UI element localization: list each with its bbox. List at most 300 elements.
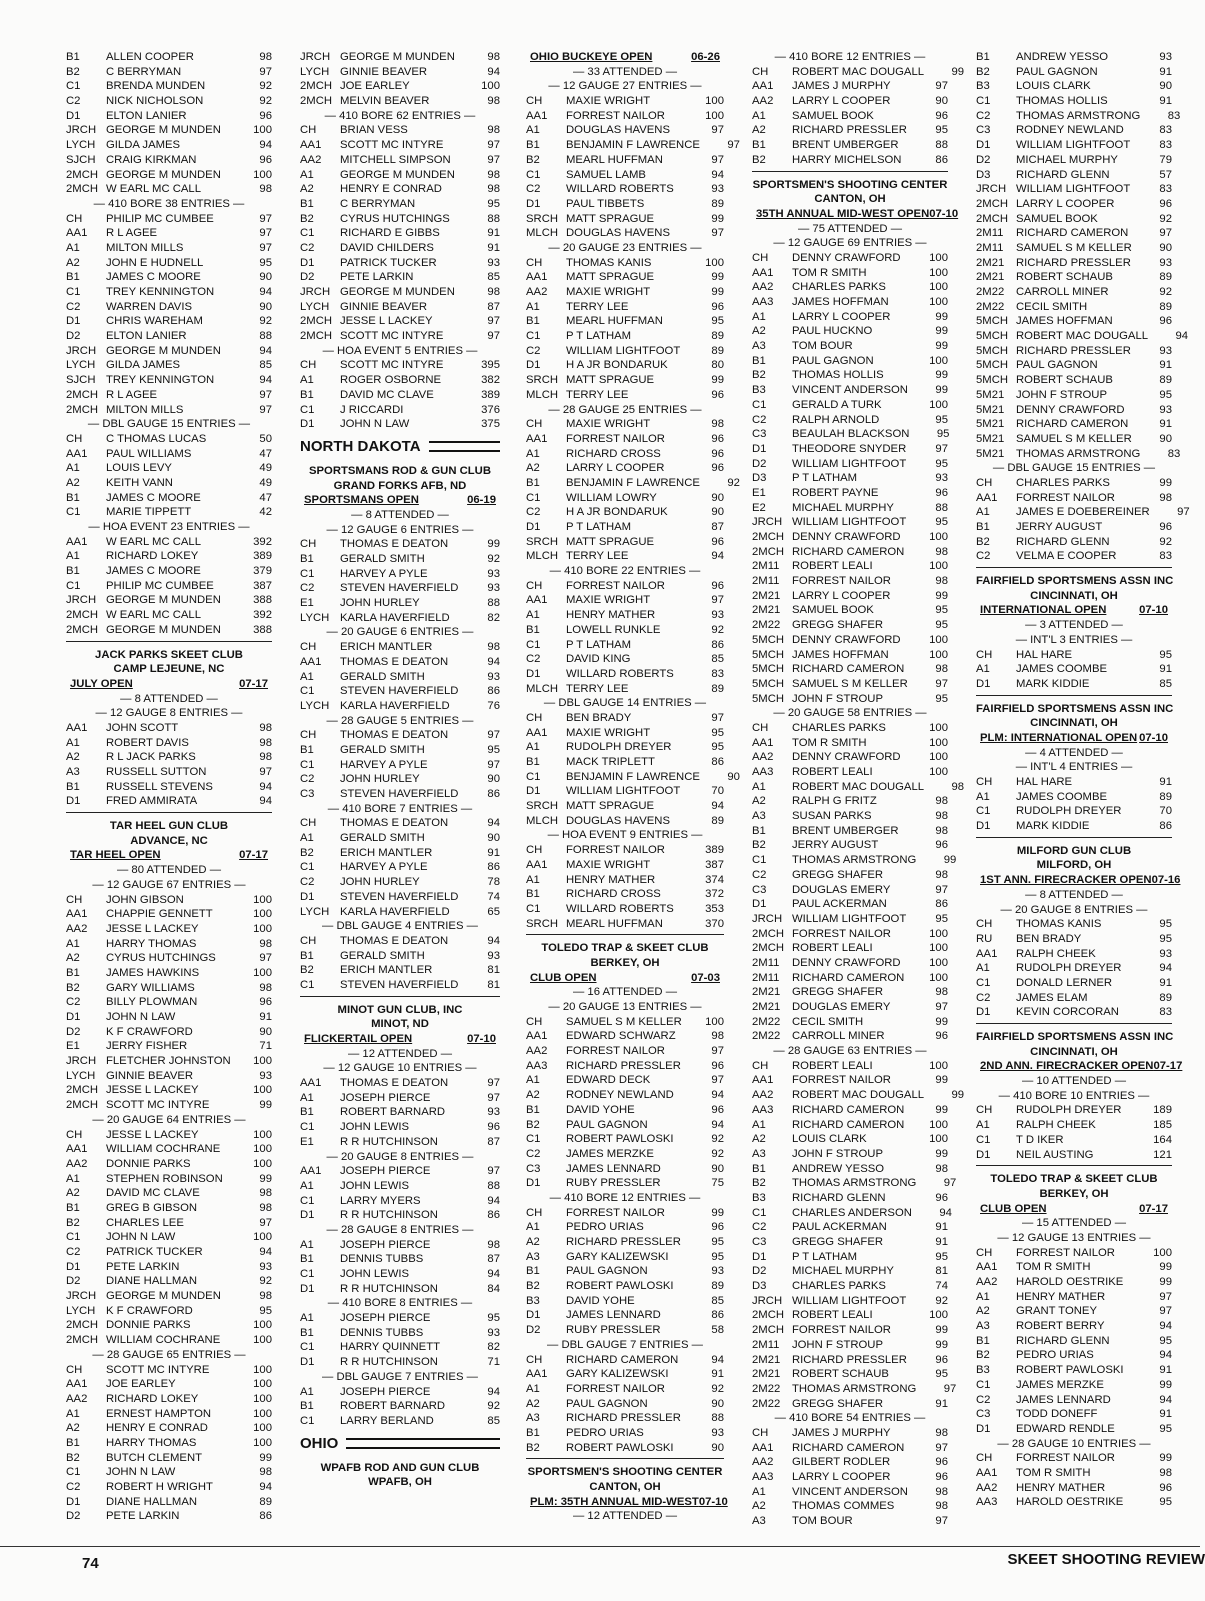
result-row <box>526 1206 724 1221</box>
score: 90 <box>935 95 948 108</box>
class-code: A1 <box>752 1118 766 1131</box>
score: 94 <box>711 1118 724 1131</box>
result-row <box>66 907 272 922</box>
result-row <box>526 1426 724 1441</box>
shooter-name: JAMES J MURPHY <box>792 1426 891 1439</box>
shooter-name: HARVEY A PYLE <box>340 861 428 874</box>
result-row <box>976 241 1172 256</box>
result-row <box>66 922 272 937</box>
class-code: AA2 <box>66 1157 88 1170</box>
shooter-name: STEVEN HAVERFIELD <box>340 788 459 800</box>
result-row <box>300 963 500 978</box>
score: 89 <box>259 1495 272 1508</box>
shooter-name: WILLIAM COCHRANE <box>106 1143 221 1156</box>
result-row <box>66 736 272 751</box>
result-row <box>752 1397 948 1412</box>
score: 98 <box>935 545 948 558</box>
section-divider <box>66 641 272 642</box>
shooter-name: H A JR BONDARUK <box>566 506 668 519</box>
result-row <box>752 1176 957 1191</box>
shooter-name: THOMAS E DEATON <box>340 934 449 947</box>
event-subheading: — HOA EVENT 23 ENTRIES — <box>88 521 250 533</box>
event-subheading: — 20 GAUGE 8 ENTRIES — <box>326 1150 474 1163</box>
score: 99 <box>711 1206 724 1219</box>
result-row <box>752 79 948 94</box>
result-row <box>976 535 1172 550</box>
score: 100 <box>253 1407 272 1420</box>
class-code: A1 <box>300 374 314 387</box>
class-code: B3 <box>752 384 766 397</box>
shooter-name: PETE LARKIN <box>106 1510 180 1523</box>
club-heading: SPORTSMEN'S SHOOTING CENTER <box>752 178 948 191</box>
shooter-name: NICK NICHOLSON <box>106 95 204 108</box>
class-code: A1 <box>526 1221 540 1234</box>
shooter-name: GRANT TONEY <box>1016 1305 1097 1318</box>
class-code: AA2 <box>300 153 322 166</box>
class-code: A1 <box>752 109 766 122</box>
class-code: AA1 <box>752 266 774 279</box>
result-row <box>300 831 500 846</box>
score: 99 <box>935 325 948 338</box>
shooter-name: PATRICK TUCKER <box>106 1246 203 1258</box>
score: 87 <box>487 300 500 313</box>
class-code: B1 <box>526 139 540 152</box>
class-code: 2M21 <box>752 604 781 617</box>
score: 91 <box>487 241 500 254</box>
shooter-name: JOSEPH PIERCE <box>340 1165 431 1178</box>
shooter-name: SAMUEL S M KELLER <box>1016 432 1132 445</box>
club-heading: CAMP LEJEUNE, NC <box>113 663 225 676</box>
score: 96 <box>935 1353 948 1366</box>
shooter-name: JAMES MERZKE <box>566 1147 654 1160</box>
result-row <box>300 270 500 285</box>
score: 90 <box>1159 241 1172 254</box>
class-code: CH <box>752 1059 769 1072</box>
class-code: D1 <box>300 1209 315 1222</box>
result-row <box>752 648 948 663</box>
score: 88 <box>487 1179 500 1192</box>
class-code: AA1 <box>752 1074 774 1087</box>
result-row <box>300 417 500 432</box>
result-row <box>752 1338 948 1353</box>
score: 86 <box>487 685 500 698</box>
shooter-name: GERALD SMITH <box>340 743 425 756</box>
score: 387 <box>705 858 724 871</box>
class-code: B1 <box>976 51 990 63</box>
score: 97 <box>1159 1305 1172 1318</box>
result-row <box>752 1382 957 1397</box>
result-row <box>66 549 272 564</box>
score: 97 <box>487 330 500 343</box>
score: 100 <box>253 1084 272 1097</box>
event-subheading: — 20 GAUGE 13 ENTRIES — <box>548 1001 702 1013</box>
shooter-name: TERRY LEE <box>566 682 629 695</box>
class-code: C2 <box>526 506 541 519</box>
shoot-date: 07-17 <box>239 677 268 690</box>
result-row <box>976 226 1172 241</box>
shooter-name: ROBERT PAWLOSKI <box>566 1133 674 1146</box>
page-footer <box>0 1546 1205 1577</box>
score: 92 <box>487 1400 500 1413</box>
score: 376 <box>481 403 500 416</box>
class-code: AA1 <box>66 1143 88 1156</box>
score: 99 <box>951 65 965 78</box>
shooter-name: JOE EARLEY <box>340 80 410 93</box>
class-code: JRCH <box>66 124 97 137</box>
result-row <box>976 1275 1172 1290</box>
class-code: C1 <box>66 1466 81 1479</box>
class-code: 2M22 <box>752 1397 781 1410</box>
score: 96 <box>711 579 724 592</box>
score: 99 <box>487 538 500 551</box>
result-row <box>526 520 724 535</box>
shoot-name: CLUB OPEN <box>530 971 597 984</box>
score: 97 <box>711 1045 724 1058</box>
result-row <box>752 1191 948 1206</box>
shooter-name: CHARLES PARKS <box>792 281 886 294</box>
result-row <box>300 699 500 714</box>
class-code: C2 <box>66 1246 81 1258</box>
shooter-name: HARRY THOMAS <box>106 937 197 950</box>
class-code: C2 <box>300 773 315 786</box>
shooter-name: FORREST NAILOR <box>792 1324 891 1337</box>
score: 71 <box>487 1356 500 1369</box>
score: 94 <box>487 817 500 830</box>
result-row <box>300 285 500 300</box>
shooter-name: JOHN LEWIS <box>340 1121 410 1134</box>
score: 96 <box>935 1191 948 1204</box>
shooter-name: MAXIE WRIGHT <box>566 594 651 607</box>
class-code: B1 <box>66 565 80 578</box>
result-row <box>66 79 272 94</box>
shooter-name: ROBERT LEALI <box>792 560 873 573</box>
class-code: 2M21 <box>976 256 1005 269</box>
result-row <box>752 354 948 369</box>
shooter-name: RALPH CHEEK <box>1016 1119 1096 1132</box>
class-code: B1 <box>526 1426 540 1439</box>
class-code: AA3 <box>752 766 774 778</box>
shooter-name: DENNY CRAWFORD <box>792 633 901 646</box>
class-code: B3 <box>976 1364 990 1377</box>
result-row <box>976 819 1172 834</box>
score: 89 <box>1159 300 1172 313</box>
club-heading: FAIRFIELD SPORTSMENS ASSN INC <box>976 1031 1174 1043</box>
class-code: A1 <box>66 1172 80 1185</box>
score: 99 <box>935 1103 948 1116</box>
score: 83 <box>1167 447 1181 460</box>
result-row <box>526 799 724 814</box>
shooter-name: RICHARD CAMERON <box>566 1353 679 1366</box>
result-row <box>66 1333 272 1348</box>
class-code: D1 <box>300 1282 315 1295</box>
class-code: A1 <box>752 1485 766 1498</box>
score: 97 <box>935 442 948 455</box>
score: 100 <box>929 766 948 778</box>
shooter-name: P T LATHAM <box>566 330 632 343</box>
result-row <box>66 461 272 476</box>
shooter-name: FORREST NAILOR <box>1016 1452 1115 1465</box>
class-code: A3 <box>752 1147 766 1160</box>
class-code: 2M22 <box>752 1015 781 1028</box>
shooter-name: JOHN F STROUP <box>792 1338 884 1351</box>
class-code: CH <box>300 124 317 137</box>
club-heading: MILFORD, OH <box>1036 859 1112 872</box>
shooter-name: R R HUTCHINSON <box>340 1282 438 1295</box>
class-code: 2M21 <box>752 1001 781 1013</box>
class-code: D1 <box>526 197 541 210</box>
score: 88 <box>487 597 500 610</box>
class-code: B2 <box>976 65 990 78</box>
shooter-name: VINCENT ANDERSON <box>792 1485 908 1498</box>
result-row <box>752 721 948 736</box>
score: 96 <box>711 300 724 313</box>
shooter-name: PAUL GAGNON <box>566 1118 648 1131</box>
result-row <box>976 373 1172 388</box>
class-code: D3 <box>752 1280 767 1293</box>
club-heading: MILFORD GUN CLUB <box>1016 844 1132 857</box>
class-code: LYCH <box>66 359 96 372</box>
class-code: D2 <box>752 457 767 470</box>
section-divider <box>526 1458 724 1459</box>
result-row <box>300 978 500 993</box>
event-subheading: — 410 BORE 62 ENTRIES — <box>324 109 476 122</box>
shooter-name: MAXIE WRIGHT <box>566 726 651 739</box>
class-code: AA3 <box>752 1471 774 1483</box>
class-code: D1 <box>526 1177 541 1190</box>
score: 49 <box>259 462 272 475</box>
score: 382 <box>481 374 500 387</box>
shooter-name: TERRY LEE <box>566 300 629 313</box>
result-row <box>976 300 1172 315</box>
shooter-name: SAMUEL BOOK <box>1016 212 1098 225</box>
event-subheading: — 12 GAUGE 6 ENTRIES — <box>326 523 474 536</box>
section-divider <box>300 996 500 997</box>
result-row <box>526 1220 724 1235</box>
result-row <box>752 559 948 574</box>
shooter-name: JAMES LENNARD <box>566 1309 661 1322</box>
shooter-name: RICHARD CAMERON <box>792 1118 905 1131</box>
class-code: 2MCH <box>752 1324 785 1337</box>
shooter-name: JOHN GIBSON <box>106 893 184 906</box>
result-row <box>976 65 1172 80</box>
class-code: A2 <box>752 1133 766 1146</box>
shooter-name: W EARL MC CALL <box>106 535 201 548</box>
score: 95 <box>935 1368 948 1381</box>
shooter-name: PAUL GAGNON <box>1016 65 1098 78</box>
result-row <box>526 1353 724 1368</box>
shooter-name: HARVEY A PYLE <box>340 567 428 580</box>
result-row <box>752 956 948 971</box>
score: 97 <box>259 241 272 254</box>
class-code: A2 <box>526 1236 540 1248</box>
shooter-name: DOUGLAS HAVENS <box>566 814 670 827</box>
result-row <box>976 212 1172 227</box>
class-code: B1 <box>526 888 540 901</box>
score: 96 <box>1159 315 1172 328</box>
shooter-name: PEDRO URIAS <box>566 1221 644 1234</box>
score: 93 <box>259 1069 272 1082</box>
result-row <box>976 197 1172 212</box>
result-row <box>526 1088 724 1103</box>
result-row <box>66 491 272 506</box>
result-row <box>752 383 948 398</box>
class-code: D1 <box>66 109 81 122</box>
class-code: C1 <box>526 491 541 504</box>
score: 82 <box>487 1341 500 1354</box>
score: 89 <box>711 682 724 695</box>
shooter-name: RICHARD PRESSLER <box>1016 344 1131 357</box>
shooter-name: TOM R SMITH <box>792 266 867 279</box>
shooter-name: HAL HARE <box>1016 648 1073 661</box>
result-row <box>976 1363 1172 1378</box>
score: 97 <box>259 952 272 965</box>
shooter-name: RICHARD GLENN <box>1016 168 1110 181</box>
club-heading: WPAFB, OH <box>368 1476 432 1489</box>
score: 94 <box>1159 1349 1172 1362</box>
class-code: CH <box>526 256 543 269</box>
result-row <box>66 1054 272 1069</box>
score: 100 <box>253 1363 272 1376</box>
club-heading: MINOT GUN CLUB, INC <box>337 1003 463 1016</box>
result-row <box>300 403 500 418</box>
score: 97 <box>711 594 724 607</box>
shoot-title <box>300 1032 500 1047</box>
shooter-name: SAMUEL S M KELLER <box>1016 241 1132 254</box>
shooter-name: FORREST NAILOR <box>566 432 665 445</box>
score: 93 <box>1159 51 1172 63</box>
shooter-name: JOSEPH PIERCE <box>340 1385 431 1398</box>
result-row <box>300 949 500 964</box>
score: 90 <box>1159 80 1172 93</box>
event-subheading: — 28 GAUGE 65 ENTRIES — <box>92 1348 246 1361</box>
score: 49 <box>259 476 272 489</box>
class-code: 5MCH <box>752 648 785 661</box>
shooter-name: C BERRYMAN <box>340 197 416 210</box>
shooter-name: PEDRO URIAS <box>1016 1349 1094 1362</box>
result-row <box>66 1025 272 1040</box>
result-row <box>66 1128 272 1143</box>
result-row <box>752 1367 948 1382</box>
result-row <box>66 226 272 241</box>
class-code: D1 <box>66 1260 81 1273</box>
result-row <box>976 1481 1172 1496</box>
score: 96 <box>935 486 948 499</box>
state-heading <box>300 436 500 458</box>
result-row <box>526 344 724 359</box>
shooter-name: CHARLES PARKS <box>1016 476 1110 489</box>
result-row <box>976 1148 1172 1163</box>
shooter-name: THOMAS ARMSTRONG <box>792 1382 917 1395</box>
score: 57 <box>1159 168 1172 181</box>
event-subheading: — 410 BORE 7 ENTRIES — <box>327 802 473 815</box>
score: 95 <box>1159 648 1172 661</box>
result-row <box>526 667 724 682</box>
result-row <box>526 1382 724 1397</box>
class-code: 2MCH <box>66 609 99 622</box>
shooter-name: R R HUTCHINSON <box>340 1356 438 1369</box>
club-heading: SPORTSMANS ROD & GUN CLUB <box>308 464 491 477</box>
event-subheading: — 12 GAUGE 69 ENTRIES — <box>773 237 927 250</box>
class-code: AA3 <box>752 296 774 308</box>
class-code: D1 <box>976 1148 991 1161</box>
shooter-name: RALPH G FRITZ <box>792 795 877 808</box>
shooter-name: MEARL HUFFMAN <box>566 917 663 930</box>
score: 379 <box>253 565 272 578</box>
class-code: CH <box>976 1104 993 1117</box>
result-row <box>976 1304 1172 1319</box>
result-row <box>752 1426 948 1441</box>
result-row <box>752 1485 948 1500</box>
class-code: 2MCH <box>752 927 785 940</box>
shooter-name: WILLIAM COCHRANE <box>106 1334 221 1347</box>
result-row <box>66 1363 272 1378</box>
result-row <box>752 589 948 604</box>
class-code: A1 <box>66 462 80 475</box>
shooter-name: WARREN DAVIS <box>106 300 192 313</box>
result-row <box>526 1029 724 1044</box>
section-divider <box>976 1023 1172 1024</box>
score: 100 <box>929 296 948 308</box>
result-row <box>752 1029 948 1044</box>
shooter-name: CARROLL MINER <box>1016 286 1109 298</box>
class-code: A2 <box>66 952 80 965</box>
shooter-name: RICHARD LOKEY <box>106 550 199 563</box>
shooter-name: ANDREW YESSO <box>792 1162 885 1175</box>
shoot-date: 07-16 <box>1151 874 1181 887</box>
shooter-name: DOUGLAS HAVENS <box>566 227 670 240</box>
result-row <box>66 1274 272 1289</box>
score: 370 <box>705 917 724 930</box>
class-code: D1 <box>752 442 767 455</box>
score: 98 <box>1159 491 1172 504</box>
result-row <box>300 168 500 183</box>
result-row <box>526 1279 724 1294</box>
result-row <box>300 1399 500 1414</box>
result-row <box>300 1340 500 1355</box>
shooter-name: JERRY AUGUST <box>1016 521 1103 533</box>
shooter-name: JAMES LENNARD <box>1016 1393 1111 1406</box>
result-row <box>300 94 500 109</box>
result-row <box>300 860 500 875</box>
shooter-name: T D IKER <box>1016 1133 1064 1146</box>
shooter-name: MICHAEL MURPHY <box>792 501 894 514</box>
shooter-name: EDWARD SCHWARZ <box>566 1030 676 1043</box>
score: 100 <box>929 251 948 264</box>
score: 100 <box>929 354 948 367</box>
result-row <box>300 314 500 329</box>
state-rule <box>346 1438 500 1449</box>
result-row <box>300 1282 500 1297</box>
score: 97 <box>935 677 948 690</box>
result-row <box>66 1304 272 1319</box>
score: 92 <box>935 1294 948 1307</box>
class-code: 2M11 <box>752 560 780 573</box>
class-code: D1 <box>300 1356 315 1369</box>
score: 97 <box>487 1077 500 1090</box>
result-row <box>526 417 724 432</box>
score: 89 <box>1159 374 1172 387</box>
class-code: CH <box>976 476 993 489</box>
class-code: AA1 <box>66 535 88 548</box>
result-row <box>752 574 948 589</box>
shoot-date: 07-10 <box>929 207 959 220</box>
class-code: A2 <box>752 1500 766 1513</box>
class-code: LYCH <box>300 300 330 313</box>
result-row <box>300 226 500 241</box>
class-code: A2 <box>66 1422 80 1435</box>
class-code: AA1 <box>976 1466 998 1479</box>
shoot-name: FLICKERTAIL OPEN <box>304 1033 413 1045</box>
